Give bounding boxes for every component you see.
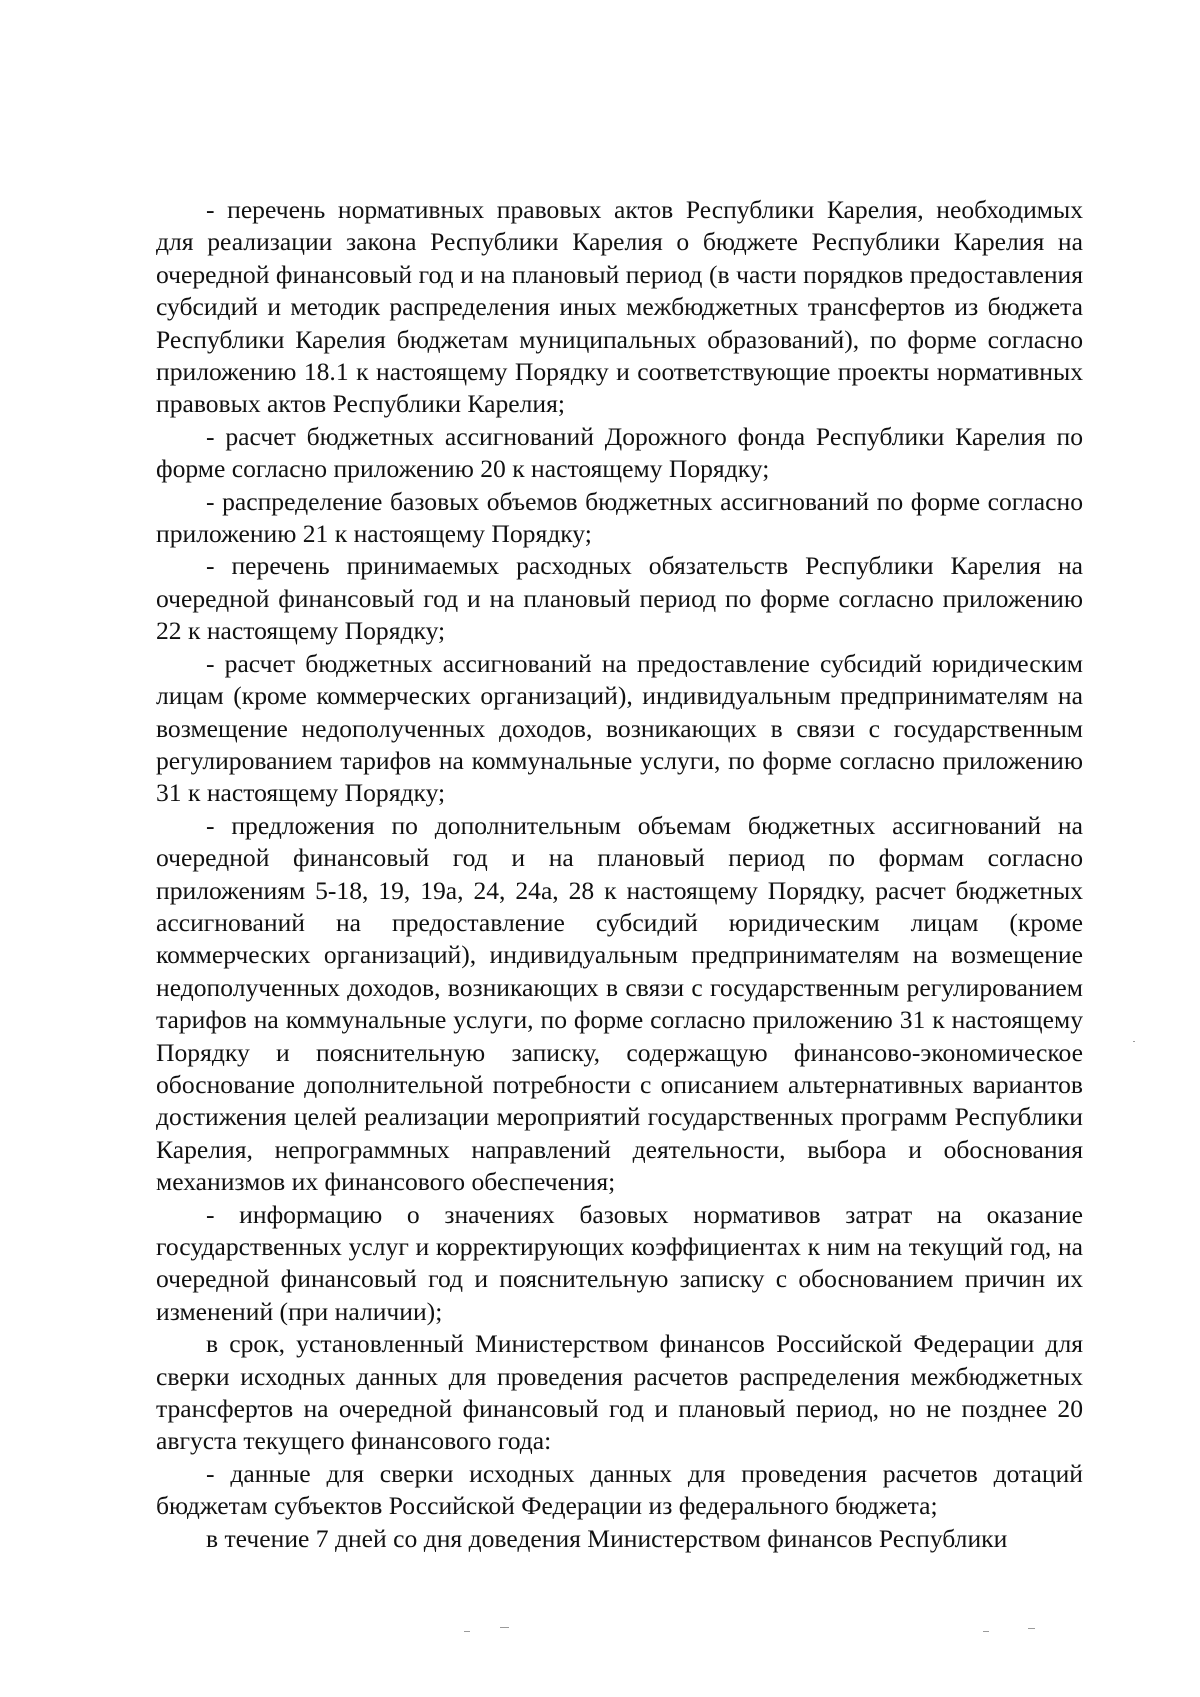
paragraph: в срок, установленный Министерством финансов Российской Федерации для сверки исходных данных для проведения расчетов распределения межбюджетных трансфертов на очередной финансовый год и плановый период, но не позднее 20 августа текущего финансового года:	[156, 1329, 1083, 1456]
scan-speck	[1028, 1628, 1035, 1629]
scan-speck	[500, 1627, 509, 1628]
paragraph: - расчет бюджетных ассигнований на предоставление субсидий юридическим лицам (кроме коммерческих организаций), индивидуальным предпринимателям на возмещение недополученных доходов, возникающих в связи с государственным регулированием тарифов на коммунальные услуги, по форме согласно приложению 31 к настоящему Порядку;	[156, 648, 1083, 808]
paragraph: - перечень нормативных правовых актов Республики Карелия, необходимых для реализации закона Республики Карелия о бюджете Республики Карелия на очередной финансовый год и на плановый период (в части порядков предоставления субсидий и методик распределения иных межбюджетных трансфертов из бюджета Республики Карелия бюджетам муниципальных образований), по форме согласно приложению 18.1 к настоящему Порядку и соответствующие проекты нормативных правовых актов Республики Карелия;	[156, 195, 1083, 419]
scan-speck	[983, 1631, 989, 1632]
scan-speck	[1133, 1041, 1135, 1042]
paragraph: - расчет бюджетных ассигнований Дорожного фонда Республики Карелия по форме согласно приложению 20 к настоящему Порядку;	[156, 421, 1083, 484]
paragraph: - перечень принимаемых расходных обязательств Республики Карелия на очередной финансовый год и на плановый период по форме согласно приложению 22 к настоящему Порядку;	[156, 551, 1083, 646]
paragraph: - распределение базовых объемов бюджетных ассигнований по форме согласно приложению 21 к настоящему Порядку;	[156, 486, 1083, 549]
paragraph: - предложения по дополнительным объемам бюджетных ассигнований на очередной финансовый год и на плановый период по формам согласно приложениям 5-18, 19, 19а, 24, 24а, 28 к настоящему Порядку, расчет бюджетных ассигнований на предоставление субсидий юридическим лицам (кроме коммерческих организаций), индивидуальным предпринимателям на возмещение недополученных доходов, возникающих в связи с государственным регулированием тарифов на коммунальные услуги, по форме согласно приложению 31 к настоящему Порядку и пояснительную записку, содержащую финансово-экономическое обоснование дополнительной потребности с описанием альтернативных вариантов достижения целей реализации мероприятий государственных программ Республики Карелия, непрограммных направлений деятельности, выбора и обоснования механизмов их финансового обеспечения;	[156, 810, 1083, 1197]
scan-speck	[464, 1631, 470, 1632]
paragraph: - информацию о значениях базовых нормативов затрат на оказание государственных услуг и корректирующих коэффициентах к ним на текущий год, на очередной финансовый год и пояснительную записку с обоснованием причин их изменений (при наличии);	[156, 1199, 1083, 1326]
paragraph: в течение 7 дней со дня доведения Министерством финансов Республики	[206, 1523, 1008, 1553]
document-body	[156, 194, 1083, 1555]
paragraph: - данные для сверки исходных данных для проведения расчетов дотаций бюджетам субъектов Российской Федерации из федерального бюджета;	[156, 1458, 1083, 1521]
